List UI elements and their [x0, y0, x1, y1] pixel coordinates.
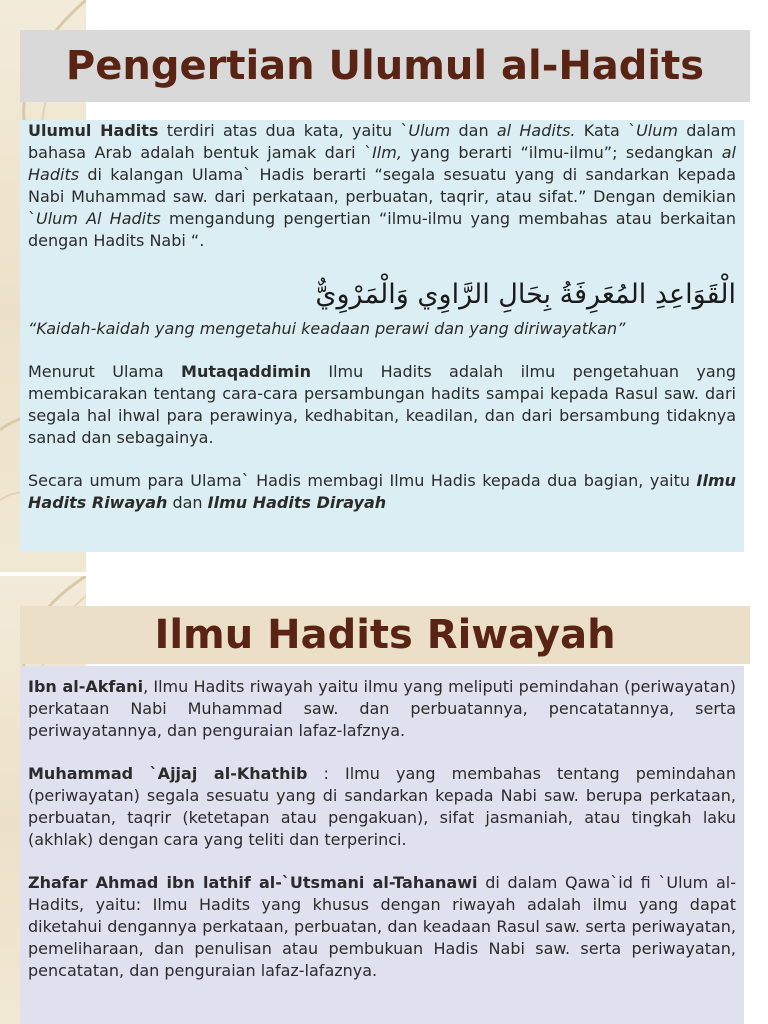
text-run: dan — [450, 121, 497, 140]
slide-riwayah — [0, 576, 768, 1024]
text-run: Kata ` — [575, 121, 637, 140]
term-ilm: Ilm, — [372, 143, 402, 162]
scholar-name: Zhafar Ahmad ibn lathif al-`Utsmani al-Tahanawi — [28, 873, 478, 892]
text-run: yang berarti “ilmu-ilmu”; sedangkan — [401, 143, 722, 162]
text-run: mengandung pengertian “ilmu-ilmu yang membahas atau berkaitan dengan Hadits Nabi “. — [28, 209, 736, 250]
text-run: Ilmu Hadits adalah ilmu pengetahuan yang membicarakan tentang cara-cara persambungan hadits sampai kepada Rasul saw. dari segala hal ihwal para perawinya, kedhabitan, keadilan, dan dari bersambung tidaknya sanad dan sebagainya. — [28, 362, 736, 447]
arabic-translation: “Kaidah-kaidah yang mengetahui keadaan perawi dan yang diriwayatkan” — [28, 319, 626, 338]
term-riwayah: Ilmu Hadits Riwayah — [28, 471, 736, 512]
slide-title-bar — [20, 606, 750, 664]
term-al-hadits: al Hadits — [28, 143, 736, 184]
term-ulum-al-hadits: Ulum Al Hadits — [36, 209, 161, 228]
text-run: di kalangan Ulama` Hadis berarti “segala sesuatu yang di sandarkan kepada Nabi Muhammad saw. dari perkataan, perbuatan, taqrir, atau sifat.” Dengan demikian ` — [28, 165, 736, 228]
text-run: terdiri atas dua kata, yaitu ` — [158, 121, 409, 140]
tahanawi-paragraph — [28, 872, 736, 982]
text-run: dan — [167, 493, 208, 512]
text-run: , Ilmu Hadits riwayah yaitu ilmu yang meliputi pemindahan (periwayatan) perkataan Nabi Muhammad saw. dan perbuatannya, pencatatannya, serta periwayatannya, dan penguraian lafaz-lafznya. — [28, 677, 736, 740]
division-paragraph — [28, 470, 736, 514]
slide-content-box — [20, 666, 744, 1024]
term-dirayah: Ilmu Hadits Dirayah — [207, 493, 387, 512]
arabic-definition: الْقَوَاعِدِ المُعَرِفَةُ بِحَالِ الرَّاوِي وَالْمَرْوِيٌّ — [315, 279, 736, 310]
slide-title: Pengertian Ulumul al-Hadits — [65, 43, 705, 89]
text-run: dalam bahasa Arab adalah bentuk jamak dari ` — [28, 121, 737, 162]
intro-paragraph — [28, 120, 736, 252]
text-run: di dalam Qawa`id fi `Ulum al-Hadits, yaitu: Ilmu Hadits yang khusus dengan riwayah adalah ilmu yang dapat diketahui dengannya perkataan, perbuatan, dan keadaan Rasul saw. serta periwayatan, pemeliharaan, dan penulisan atau pembukuan Hadis Nabi saw. serta periwayatan, pencatatan, dan penguraian lafaz-lafaznya. — [28, 873, 736, 980]
akfani-paragraph — [28, 676, 736, 742]
text-run: : Ilmu yang membahas tentang pemindahan (periwayatan) segala sesuatu yang di sandarkan kepada Nabi saw. berupa perkataan, perbuatan, taqrir (ketetapan atau pengakuan), sifat jasmaniah, atau tingkah laku (akhlak) dengan cara yang teliti dan terperinci. — [28, 764, 736, 849]
slide-title-bar — [20, 30, 750, 102]
slide-title: Ilmu Hadits Riwayah — [154, 612, 616, 658]
slide-content-box — [20, 120, 744, 552]
scholar-name: Muhammad `Ajjaj al-Khathib — [28, 764, 308, 783]
text-run: Menurut Ulama — [28, 362, 182, 381]
term-al-hadits: al Hadits. — [496, 121, 576, 140]
khathib-paragraph — [28, 763, 736, 851]
scholar-name: Ibn al-Akfani — [28, 677, 144, 696]
mutaqaddimin-paragraph — [28, 361, 736, 449]
term-ulumul-hadits: Ulumul Hadits — [28, 121, 159, 140]
term-mutaqaddimin: Mutaqaddimin — [181, 362, 311, 381]
text-run: Secara umum para Ulama` Hadis membagi Ilmu Hadis kepada dua bagian, yaitu — [28, 471, 697, 490]
term-ulum: Ulum — [636, 121, 678, 140]
term-ulum: Ulum — [408, 121, 451, 140]
